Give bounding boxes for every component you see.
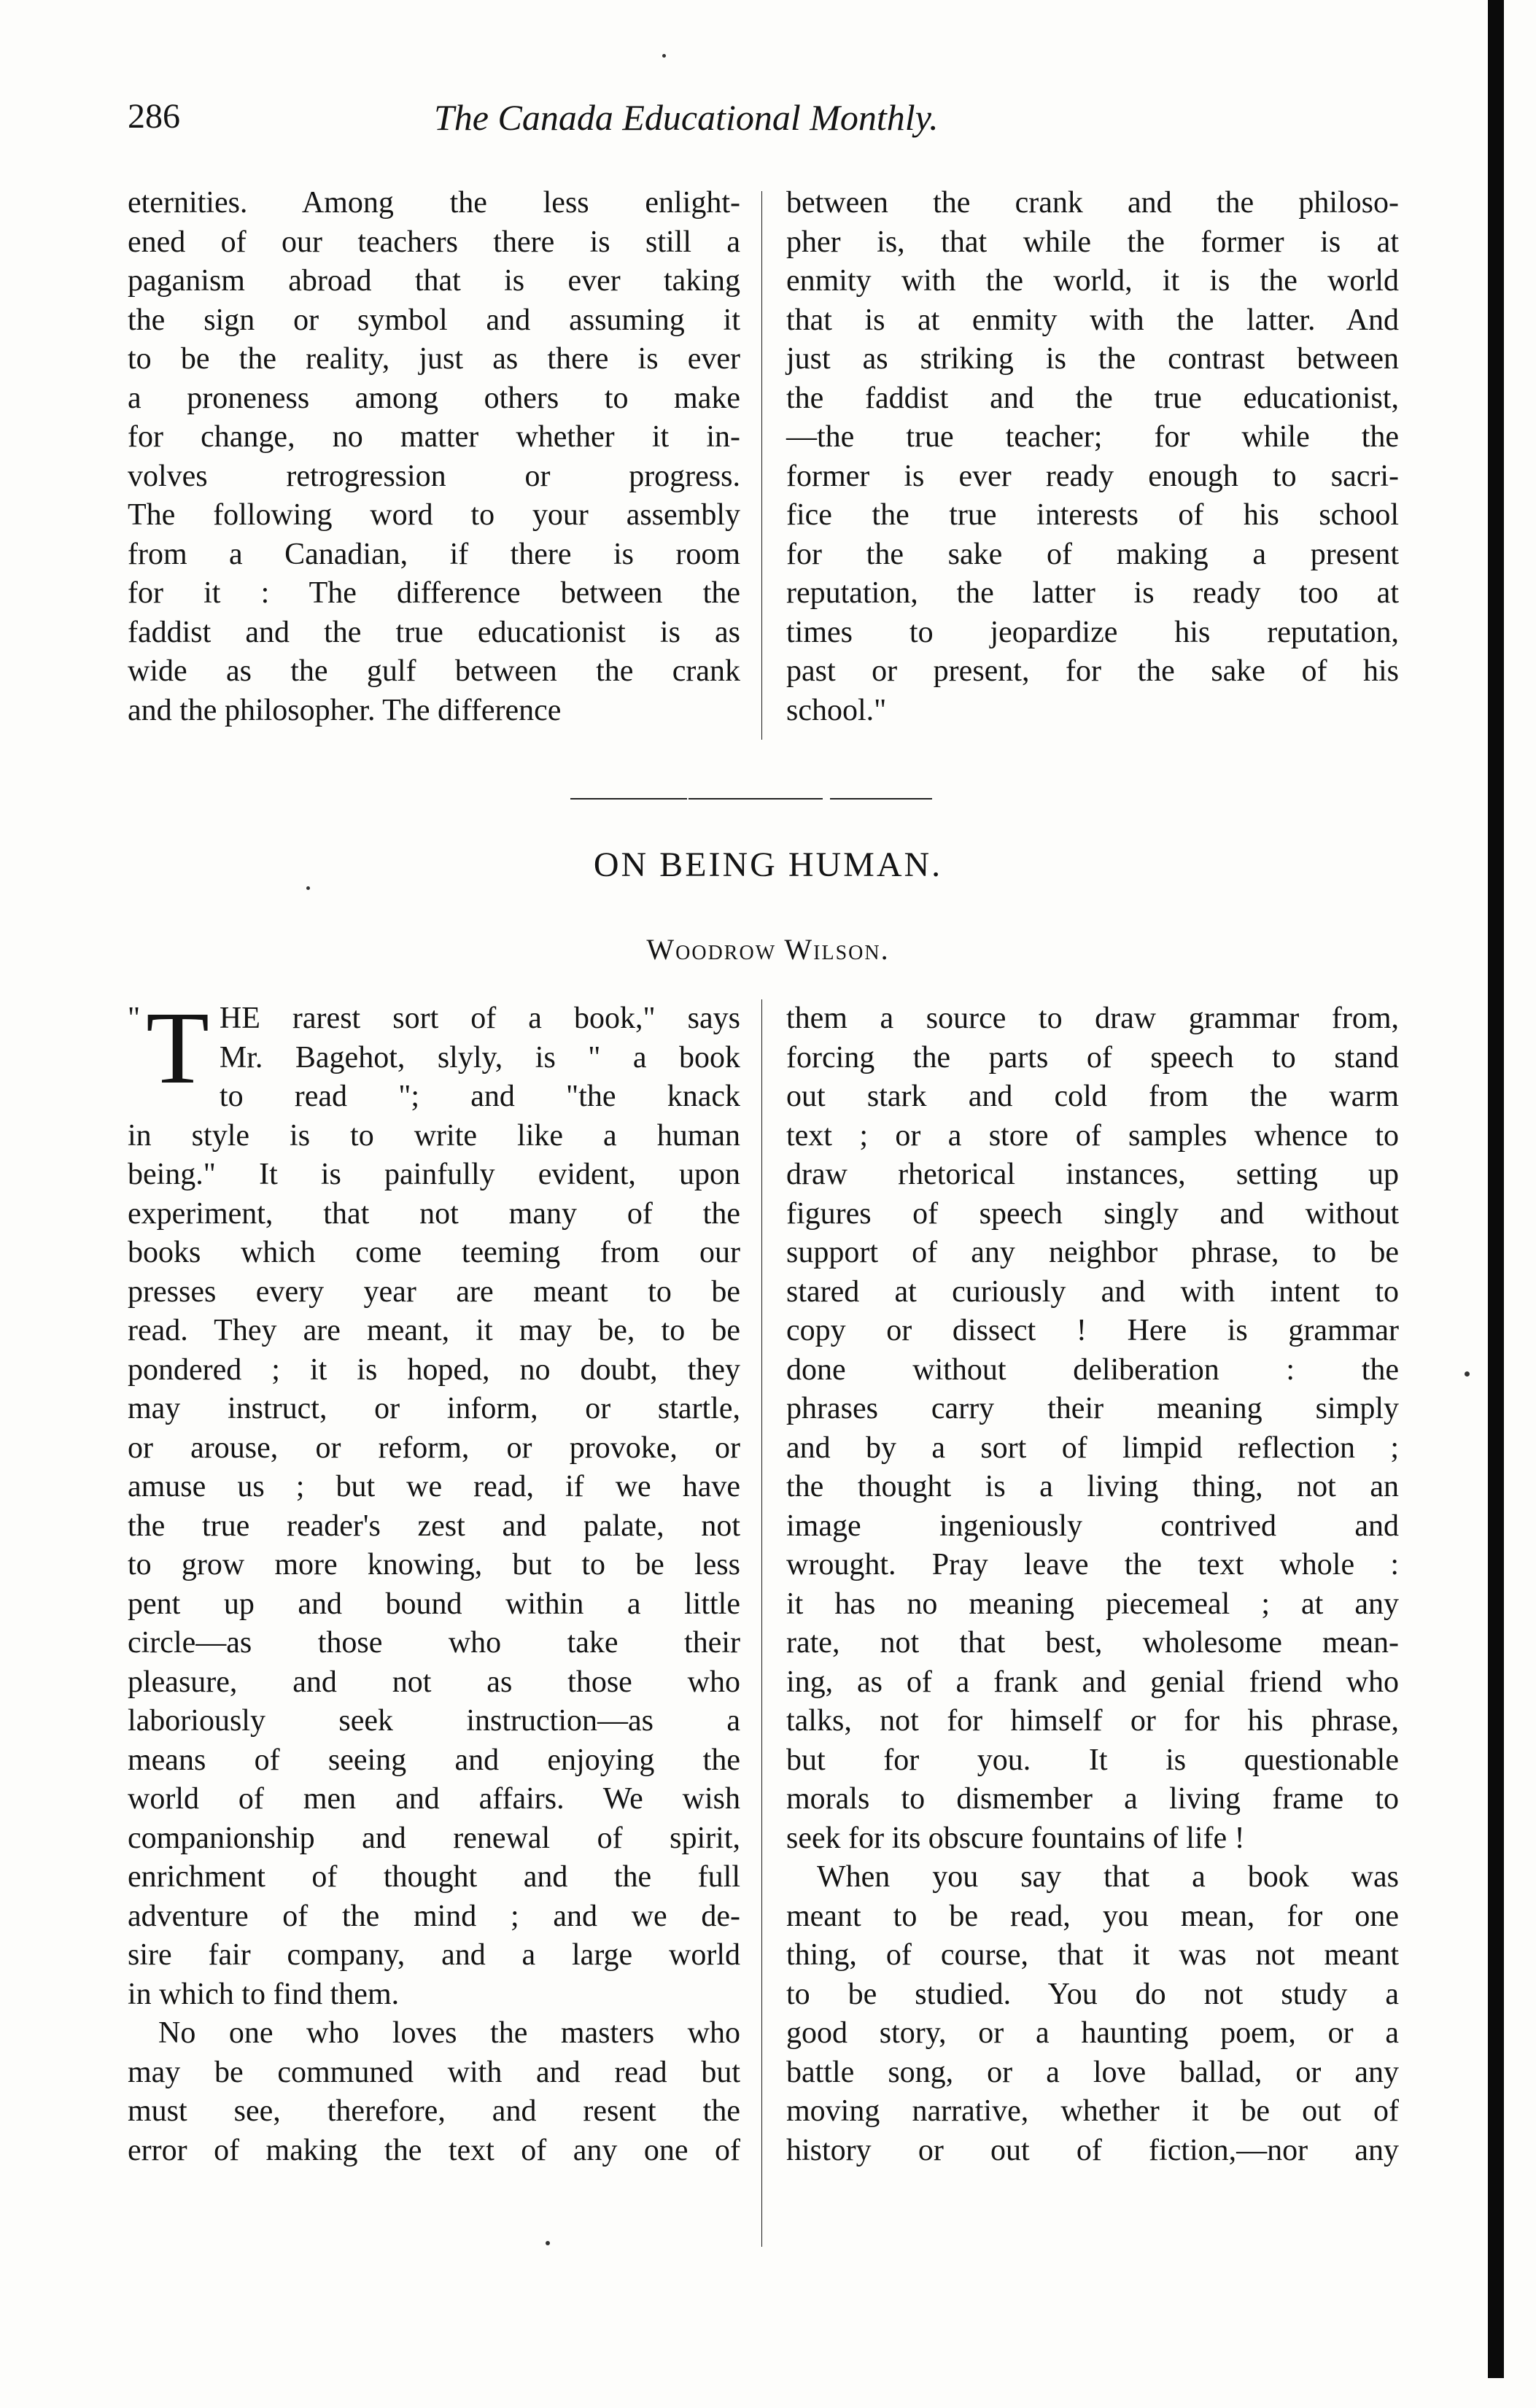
text-line: for it : The difference between the [128,576,740,610]
text-line: moving narrative, whether it be out of [786,2094,1399,2128]
text-line: —the true teacher; for while the [786,420,1399,454]
print-speck [662,54,666,58]
text-line: circle—as those who take their [128,1626,740,1660]
text-line: books which come teeming from our [128,1236,740,1269]
text-line: out stark and cold from the warm [786,1080,1399,1113]
text-line: may instruct, or inform, or startle, [128,1392,740,1425]
text-line: wrought. Pray leave the text whole : [786,1548,1399,1582]
text-line: forcing the parts of speech to stand [786,1040,1399,1075]
print-speck [306,886,310,890]
text-line: figures of speech singly and without [786,1196,1399,1231]
text-line: support of any neighbor phrase, to be [786,1236,1399,1269]
print-speck [546,2241,550,2245]
text-line: fice the true interests of his school [786,498,1399,532]
print-speck [1465,1371,1470,1377]
text-line: rate, not that best, wholesome mean- [786,1626,1399,1660]
text-line: means of seeing and enjoying the [128,1743,740,1777]
text-line: thing, of course, that it was not meant [786,1938,1399,1972]
text-line: stared at curiously and with intent to [786,1274,1399,1309]
text-line: No one who loves the masters who [158,2016,740,2050]
text-line: image ingeniously contrived and [786,1509,1399,1543]
column-left-top [128,184,740,730]
text-line: pent up and bound within a little [128,1587,740,1621]
text-line: adventure of the mind ; and we de- [128,1899,740,1933]
text-line: experiment, that not many of the [128,1196,740,1231]
column-left-bottom [128,990,740,2170]
text-line: but for you. It is questionable [786,1743,1399,1777]
text-line: school." [786,693,887,727]
second-paragraph [128,2014,740,2170]
text-line: to be studied. You do not study a [786,1977,1399,2011]
opening-lines-head [128,990,740,1117]
text-line: done without deliberation : the [786,1352,1399,1387]
text-line: draw rhetorical instances, setting up [786,1158,1399,1191]
text-line: The following word to your assembly [128,498,740,532]
text-line: pondered ; it is hoped, no doubt, they [128,1352,740,1387]
text-line: text ; or a store of samples whence to [786,1118,1399,1153]
text-line: phrases carry their meaning simply [786,1392,1399,1425]
text-line: to read "; and "the knack [219,1080,740,1113]
column-divider-bottom [761,999,762,2247]
text-line: volves retrogression or progress. [128,459,740,493]
text-line: ing, as of a frank and genial friend who [786,1665,1399,1699]
text-line: and the philosopher. The difference [128,693,562,727]
text-line: to grow more knowing, but to be less [128,1548,740,1582]
text-line: history or out of fiction,—nor any [786,2133,1399,2167]
text-line: good story, or a haunting poem, or a [786,2016,1399,2050]
text-line: them a source to draw grammar from, [786,1002,1399,1035]
text-line: enrichment of thought and the full [128,1860,740,1894]
text-line: Mr. Bagehot, slyly, is " a book [219,1040,740,1075]
page-number: 286 [128,97,180,136]
text-line: talks, not for himself or for his phrase, [786,1704,1399,1738]
right-paragraph-2 [786,1858,1399,2170]
text-line: companionship and renewal of spirit, [128,1821,740,1855]
text-line: to be the reality, just as there is ever [128,342,740,376]
text-line: the true reader's zest and palate, not [128,1509,740,1543]
text-line: must see, therefore, and resent the [128,2094,740,2128]
text-line: sire fair company, and a large world [128,1938,740,1972]
text-line: pleasure, and not as those who [128,1665,740,1699]
right-paragraph-1 [786,999,1399,1858]
running-head: The Canada Educational Monthly. [434,97,939,138]
text-line: presses every year are meant to be [128,1274,740,1309]
text-line: read. They are meant, it may be, to be [128,1314,740,1347]
text-line: former is ever ready enough to sacri- [786,459,1399,493]
text-line: seek for its obscure fountains of life ! [786,1821,1245,1855]
text-line: it has no meaning piecemeal ; at any [786,1587,1399,1621]
text-line: When you say that a book was [817,1860,1399,1894]
text-line: in which to find them. [128,1977,400,2011]
text-line: the faddist and the true educationist, [786,381,1399,415]
text-line: may be communed with and read but [128,2055,740,2089]
text-line: for the sake of making a present [786,537,1399,571]
text-line: from a Canadian, if there is room [128,537,740,571]
text-line: paganism abroad that is ever taking [128,264,740,298]
text-line: copy or dissect ! Here is grammar [786,1314,1399,1347]
text-line: for change, no matter whether it in- [128,420,740,454]
text-line: just as striking is the contrast between [786,342,1399,376]
text-line: laboriously seek instruction—as a [128,1704,740,1738]
text-line: faddist and the true educationist is as [128,615,740,649]
text-line: reputation, the latter is ready too at [786,576,1399,610]
text-line: HE rarest sort of a book," says [219,1002,740,1035]
column-right-top [786,184,1399,730]
text-line: and by a sort of limpid reflection ; [786,1431,1399,1465]
text-line: being." It is painfully evident, upon [128,1158,740,1191]
opening-quote: " [128,1002,141,1035]
text-line: world of men and affairs. We wish [128,1782,740,1816]
column-divider-top [761,191,762,740]
text-line: ened of our teachers there is still a [128,225,740,259]
article-author: Woodrow Wilson. [646,933,890,966]
page-edge-shadow [1488,0,1504,2378]
text-line: or arouse, or reform, or provoke, or [128,1431,740,1465]
text-line: past or present, for the sake of his [786,654,1399,688]
text-line: between the crank and the philoso- [786,186,1399,220]
text-line: pher is, that while the former is at [786,225,1399,259]
text-line: wide as the gulf between the crank [128,654,740,688]
opening-paragraph [128,990,740,2014]
text-line: error of making the text of any one of [128,2133,740,2167]
text-line: that is at enmity with the latter. And [786,303,1399,337]
text-line: the thought is a living thing, not an [786,1470,1399,1503]
text-line: times to jeopardize his reputation, [786,615,1399,649]
text-line: amuse us ; but we read, if we have [128,1470,740,1503]
text-line: morals to dismember a living frame to [786,1782,1399,1816]
text-line: enmity with the world, it is the world [786,264,1399,298]
article-title: ON BEING HUMAN. [593,845,943,884]
text-line: battle song, or a love ballad, or any [786,2055,1399,2089]
opening-lines-rest [128,1117,740,2015]
drop-cap: T [146,990,209,1105]
text-line: in style is to write like a human [128,1118,740,1153]
text-line: eternities. Among the less enlight- [128,186,740,220]
column-right-bottom [786,999,1399,2170]
text-line: the sign or symbol and assuming it [128,303,740,337]
text-line: meant to be read, you mean, for one [786,1899,1399,1933]
text-line: a proneness among others to make [128,381,740,415]
